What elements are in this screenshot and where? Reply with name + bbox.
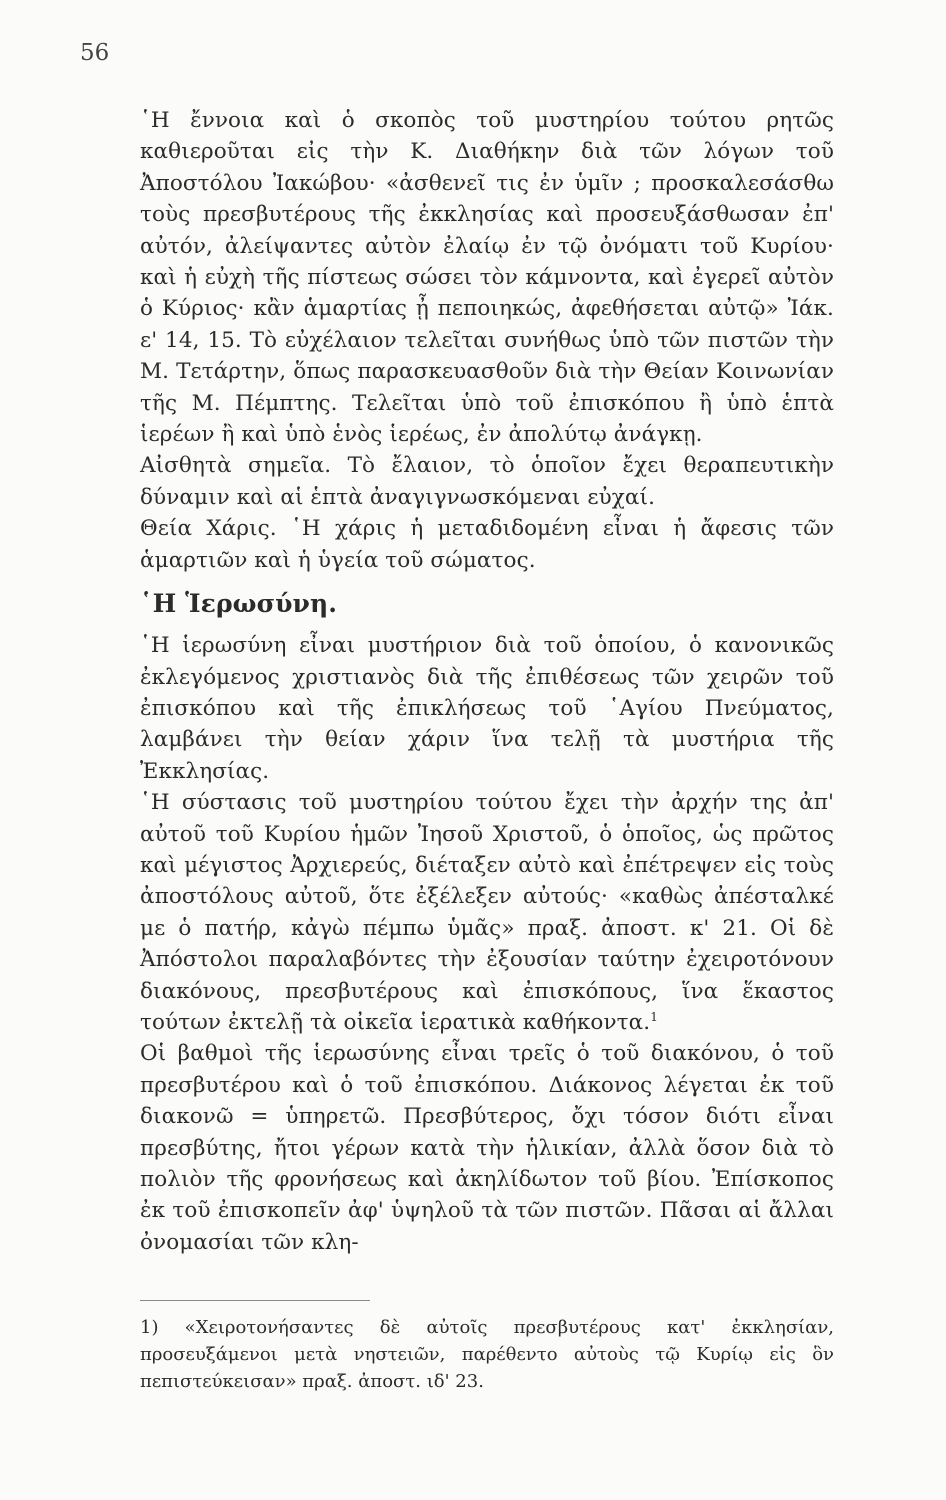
paragraph-priesthood-degrees: Οἱ βαθμοὶ τῆς ἱερωσύνης εἶναι τρεῖς ὁ τοῦ διακόνου, ὁ τοῦ πρεσβυτέρου καὶ ὁ τοῦ ἐπισκόπου. Διάκονος λέγεται ἐκ τοῦ διακονῶ = ὑπηρετῶ. Πρεσβύτερος, ὄχι τόσον διότι εἶναι πρεσβύτης, ἤτοι γέρων κατὰ τὴν ἡλικίαν, ἀλλὰ ὅσον διὰ τὸ πολιὸν τῆς φρονήσεως καὶ ἀκηλίδωτον τοῦ βίου. Ἐπίσκοπος ἐκ τοῦ ἐπισκοπεῖν ἀφ' ὑψηλοῦ τὰ τῶν πιστῶν. Πᾶσαι αἱ ἄλλαι ὀνομασίαι τῶν κλη-: [140, 1041, 834, 1255]
section-heading-priesthood: ῾Η Ἱερωσύνη.: [140, 589, 338, 619]
paragraph-priesthood-origin: [140, 787, 834, 1038]
footnote-1: 1) «Χειροτονήσαντες δὲ αὐτοῖς πρεσβυτέρους κατ' ἐκκλησίαν, προσευξάμενοι μετὰ νηστειῶν, παρέθεντο αὐτοὺς τῷ Κυρίῳ εἰς ὃν πεπιστεύκεισαν» πραξ. ἀποστ. ιδ' 23.: [140, 1317, 834, 1392]
page-number: 56: [80, 40, 110, 66]
footnote-reference: 1: [650, 1009, 658, 1024]
paragraph-priesthood-definition: ῾Η ἱερωσύνη εἶναι μυστήριον διὰ τοῦ ὁποίου, ὁ κανονικῶς ἐκλεγόμενος χριστιανὸς διὰ τῆς ἐπιθέσεως τῶν χειρῶν τοῦ ἐπισκόπου καὶ τῆς ἐπικλήσεως τοῦ ῾Αγίου Πνεύματος, λαμβάνει τὴν θείαν χάριν ἵνα τελῇ τὰ μυστήρια τῆς Ἐκκλησίας.: [140, 633, 834, 784]
paragraph-divine-grace: Θεία Χάρις. ῾Η χάρις ἡ μεταδιδομένη εἶναι ἡ ἄφεσις τῶν ἁμαρτιῶν καὶ ἡ ὑγεία τοῦ σώματος.: [140, 516, 834, 573]
paragraph-priesthood-origin-text: ῾Η σύστασις τοῦ μυστηρίου τούτου ἔχει τὴν ἀρχήν της ἀπ' αὐτοῦ τοῦ Κυρίου ἡμῶν Ἰησοῦ Χριστοῦ, ὁ ὁποῖος, ὡς πρῶτος καὶ μέγιστος Ἀρχιερεύς, διέταξεν αὐτὸ καὶ ἐπέτρεψεν εἰς τοὺς ἀποστόλους αὐτοῦ, ὅτε ἐξέλεξεν αὐτούς· «καθὼς ἀπέσταλκέ με ὁ πατήρ, κἀγὼ πέμπω ὑμᾶς» πραξ. ἀποστ. κ' 21. Οἱ δὲ Ἀπόστολοι παραλαβόντες τὴν ἐξουσίαν ταύτην ἐχειροτόνουν διακόνους, πρεσβυτέρους καὶ ἐπισκόπους, ἵνα ἕκαστος τούτων ἐκτελῇ τὰ οἰκεῖα ἱερατικὰ καθήκοντα.: [140, 790, 834, 1035]
paragraph-unction-meaning: ῾Η ἔννοια καὶ ὁ σκοπὸς τοῦ μυστηρίου τούτου ρητῶς καθιεροῦται εἰς τὴν Κ. Διαθήκην διὰ τῶν λόγων τοῦ Ἀποστόλου Ἰακώβου· «ἀσθενεῖ τις ἐν ὑμῖν ; προσκαλεσάσθω τοὺς πρεσβυτέρους τῆς ἐκκλησίας καὶ προσευξάσθωσαν ἐπ' αὐτόν, ἀλείψαντες αὐτὸν ἐλαίῳ ἐν τῷ ὀνόματι τοῦ Κυρίου· καὶ ἡ εὐχὴ τῆς πίστεως σώσει τὸν κάμνοντα, καὶ ἐγερεῖ αὐτὸν ὁ Κύριος· κἂν ἁμαρτίας ᾖ πεποιηκώς, ἀφεθήσεται αὐτῷ» Ἰάκ. ε' 14, 15. Τὸ εὐχέλαιον τελεῖται συνήθως ὑπὸ τῶν πιστῶν τὴν Μ. Τετάρτην, ὅπως παρασκευασθοῦν διὰ τὴν Θείαν Κοινωνίαν τῆς Μ. Πέμπτης. Τελεῖται ὑπὸ τοῦ ἐπισκόπου ἢ ὑπὸ ἑπτὰ ἱερέων ἢ καὶ ὑπὸ ἑνὸς ἱερέως, ἐν ἀπολύτῳ ἀνάγκῃ.: [140, 108, 834, 448]
footnotes: [140, 1314, 834, 1395]
body-text: [140, 105, 834, 1258]
paragraph-sensible-signs: Αἰσθητὰ σημεῖα. Τὸ ἔλαιον, τὸ ὁποῖον ἔχει θεραπευτικὴν δύναμιν καὶ αἱ ἑπτὰ ἀναγιγνωσκόμεναι εὐχαί.: [140, 453, 834, 510]
footnote-divider: [140, 1300, 370, 1301]
